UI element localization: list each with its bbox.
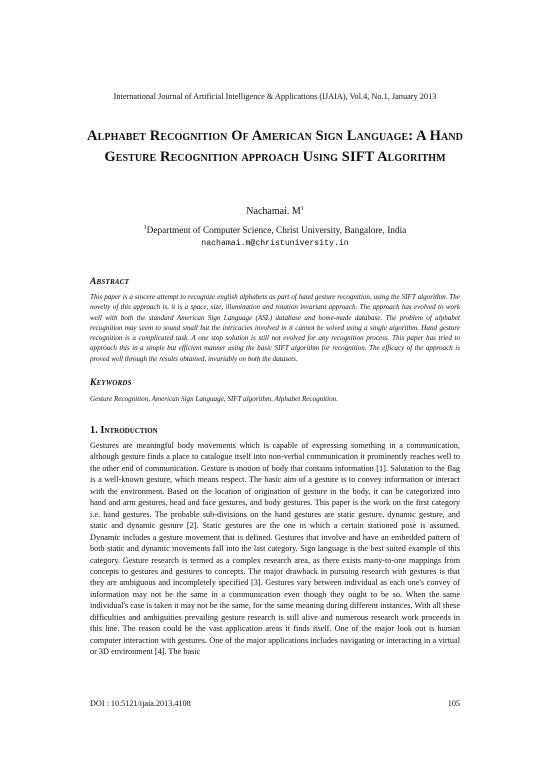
running-header: International Journal of Artificial Intelligence & Applications (IJAIA), Vol.4, No.1, January 2013 [113, 92, 437, 101]
affiliation-line [0, 226, 550, 236]
keywords-text: Gesture Recognition, American Sign Language, SIFT algorithm, Alphabet Recognition. [90, 395, 338, 403]
affiliation-text: Department of Computer Science, Christ University, Bangalore, India [146, 226, 407, 236]
introduction-heading: 1. Introduction [90, 425, 158, 436]
abstract-text: This paper is a sincere attempt to recognize english alphabets as part of hand gesture recognition, using the SIFT algorithm. The novelty of this approach is, it is a space, size, illumination and rotation invariant approach. The approach has evolved to work well with both the standard American Sign Language (ASL) database and home-made database. The problem of alphabet recognition may seem to sound small but the intricacies involved in it cannot be solved using a single algorithm. Hand gesture recognition is a complicated task. A one stop solution is still not evolved for any recognition process. This paper has tried to approach this in a simple but efficient manner using the basic SIFT algorithm for recognition. The efficacy of the approach is proved well through the results obtained, invariably on both the datasets. [90, 293, 460, 363]
affiliation-superscript: 1 [143, 225, 147, 231]
page-number: 105 [447, 699, 460, 708]
author-superscript: 1 [300, 206, 304, 212]
introduction-body: Gestures are meaningful body movements which is capable of expressing something in a communication, although gesture finds a place to catalogue itself into non-verbal communication it prominently reaches well to the other end of communication. Gesture is motion of body that contains information [1]. Salutation to the flag is a well-known gesture, which means respect. The basic aim of a gesture is to convey information or interact with the environment. Based on the location of origination of gesture in the body, it can be categorized into hand and arm gestures, head and face gestures, and body gestures. This paper is the work on the first category i.e. hand gestures. The probable sub-divisions on the hand gestures are static gesture, dynamic gesture, and static and dynamic gesture [2]. Static gestures are the one in which a certain stationed pose is assumed. Dynamic includes a gesture movement that is defined. Gestures that involve and have an embedded pattern of both static and dynamic movements fall into the last category. Sign language is the best suited example of this category. Gesture research is termed as a complex research area, as there exists many-to-one mappings from concepts to gestures and gestures to concepts. The major drawback in pursuing research with gestures is that they are ambiguous and incompletely specified [3]. Gestures vary between individual as each one's convey of information may not be the same in a communication even though they ought to be so. When the same individual's case is taken it may not be the same, for the same meaning during different instances. With all these difficulties and ambiguities prevailing gesture research is still alive and numerous research work proceeds in this line. The reason could be the vast application areas it finds itself. One of the major look out is human computer interaction with gestures. One of the major applications includes navigating or interacting in a virtual or 3D environment [4]. The basic [90, 441, 460, 657]
keywords-heading: Keywords [90, 378, 132, 388]
author-email: nachamai.m@christuniversity.in [201, 239, 349, 248]
author-name: Nachamai. M [246, 206, 301, 217]
author-line [0, 206, 550, 217]
abstract-heading: Abstract [90, 277, 130, 287]
paper-title: Alphabet Recognition Of American Sign Language: A Hand Gesture Recognition approach Using SIFT Algorithm [87, 128, 463, 165]
footer-doi: DOI : 10.5121/ijaia.2013.4108 [90, 699, 191, 708]
